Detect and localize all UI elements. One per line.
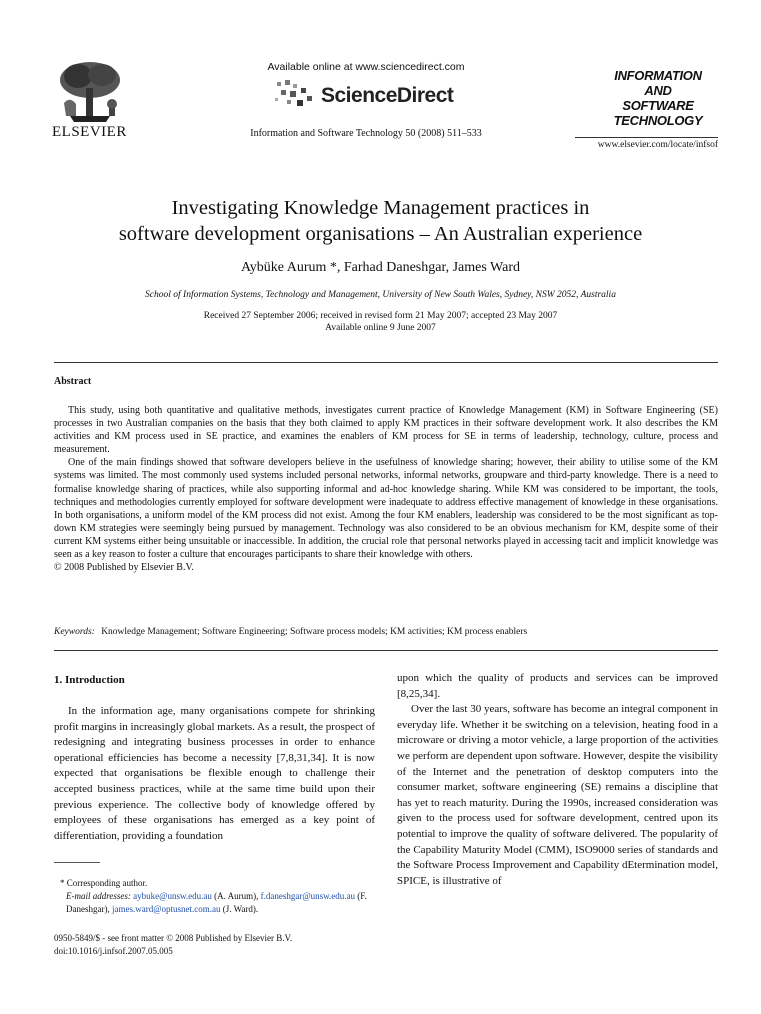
journal-logo <box>598 68 718 128</box>
journal-url-link[interactable]: www.elsevier.com/locate/infsof <box>597 140 718 150</box>
keywords-label: Keywords: <box>54 627 95 637</box>
footnote <box>54 877 375 916</box>
abstract-paragraph: One of the main findings showed that software developers believe in the usefulness of knowledge sharing; however, their ability to utilise some of the KM systems was limited. The most commonly used systems included personal networks, informal networks, groupware and third-party knowledge. There is a need to formalise knowledge sharing of practices, while also supporting informal and ad-hoc knowledge sharing. While KM was considered to be important, the tools, techniques and methodologies currently employed for software development were inadequate to address effective management of knowledge in these organisations. In both organisations, a uniform model of the KM process did not exist. Among the four KM enablers, leadership was considered to be the most significant as top-down KM strategies were seemingly being pursued by management. Technology was also considered to be an obvious mechanism for KM, despite some of their current KM systems either being unsuitable or inaccessible. In addition, the crucial role that personal networks played in accessing tacit and implicit knowledge was seen as a key reason to foster a culture that encourages participants to share their knowledge with others. <box>54 457 718 561</box>
footnote-rule <box>54 862 100 863</box>
abstract-bottom-rule <box>54 650 718 651</box>
body-paragraph: Over the last 30 years, software has become an integral component in everyday life. Whether it be switching on a television, heating food in a microware or driving a motor vehicle, a large proportion of the activities we perform are dependent upon software. However, despite the visibility of the Internet and the penetration of desktop computers into the consumer market, software engineering (SE) remains a discipline that has yet to reach maturity. During the 1990s, increased consideration was given to the process used for software development, centred upon its potential to improve the quality of software delivered. The popularity of the Capability Maturity Model (CMM), ISO9000 series of standards and the Software Process Improvement and Capability dEtermination model, SPICE, is illustrative of <box>397 703 718 887</box>
front-matter <box>54 932 454 957</box>
email-owner: (F. Daneshgar), <box>66 891 367 914</box>
email-link-daneshgar[interactable]: f.daneshgar@unsw.edu.au <box>260 891 356 901</box>
section-heading-introduction: 1. Introduction <box>54 674 125 686</box>
author-affiliation: School of Information Systems, Technology and Management, University of New South Wales, Sydney, NSW 2052, Australia <box>145 290 616 300</box>
sciencedirect-brand: ScienceDirect <box>321 84 454 107</box>
body-paragraph: upon which the quality of products and services can be improved [8,25,34]. <box>397 672 718 700</box>
copyright-notice: © 2008 Published by Elsevier B.V. <box>54 562 194 574</box>
elsevier-logo <box>50 58 130 124</box>
front-matter-line: 0950-5849/$ - see front matter © 2008 Published by Elsevier B.V. <box>54 933 293 943</box>
received-dates: Received 27 September 2006; received in revised form 21 May 2007; accepted 23 May 2007 <box>203 311 558 321</box>
journal-logo-line: AND <box>644 83 672 98</box>
email-link-ward[interactable]: james.ward@optusnet.com.au <box>111 904 221 914</box>
article-title <box>40 195 721 247</box>
available-online-text: Available online at www.sciencedirect.com <box>267 61 465 73</box>
elsevier-tree-icon <box>50 58 130 124</box>
abstract-top-rule <box>54 362 718 363</box>
article-title-line2: software development organisations – An Australian experience <box>118 223 643 245</box>
keywords-line <box>54 627 718 637</box>
sciencedirect-dots-icon <box>273 78 317 110</box>
email-addresses <box>54 890 375 916</box>
doi-line: doi:10.1016/j.infsof.2007.05.005 <box>54 945 173 956</box>
publisher-name: ELSEVIER <box>52 124 127 140</box>
available-date: Available online 9 June 2007 <box>325 323 436 333</box>
journal-citation: Information and Software Technology 50 (2008) 511–533 <box>250 128 482 139</box>
email-label: E-mail addresses: <box>66 891 131 901</box>
body-paragraph: In the information age, many organisations compete for shrinking profit margins in increasingly global markets. As a result, the prospect of redesigning and integrating business processes in order to enhance operational efficiencies has become a necessity [7,8,31,34]. It is now expected that organisations be flexible enough to challenge their accepted business practices, while at the same time build upon their previous experience. The collective body of knowledge offered by employees of these organisations has emerged as a key point of differentiation, providing a foundation <box>54 705 375 842</box>
article-title-line1: Investigating Knowledge Management practices in <box>171 197 590 219</box>
abstract-body <box>54 404 718 574</box>
abstract-paragraph: This study, using both quantitative and qualitative methods, investigates current practice of Knowledge Management (KM) in Software Engineering (SE) processes in two Australian companies on the basis that they both claimed to apply KM practices in their software development work. It also describes the KM activities and KM process used in SE practice, and examines the enablers of KM process for SE in terms of leadership, technology, culture, process and measurement. <box>54 405 718 456</box>
header-rule-right <box>575 137 718 138</box>
article-authors: Aybüke Aurum *, Farhad Daneshgar, James Ward <box>240 260 521 275</box>
corresponding-author-note: * Corresponding author. <box>60 878 148 888</box>
journal-logo-line: INFORMATION <box>614 68 702 83</box>
right-column <box>397 671 718 889</box>
journal-logo-line: SOFTWARE <box>622 98 694 113</box>
email-owner: (J. Ward). <box>222 904 259 914</box>
sciencedirect-logo <box>273 78 463 112</box>
article-dates <box>40 310 721 334</box>
email-link-aurum[interactable]: aybuke@unsw.edu.au <box>133 891 212 901</box>
email-owner: (A. Aurum), <box>214 891 259 901</box>
left-column <box>54 704 375 844</box>
journal-logo-line: TECHNOLOGY <box>613 113 703 128</box>
keywords-text: Knowledge Management; Software Engineering; Software process models; KM activities; KM process enablers <box>101 627 528 637</box>
abstract-heading: Abstract <box>54 376 92 387</box>
